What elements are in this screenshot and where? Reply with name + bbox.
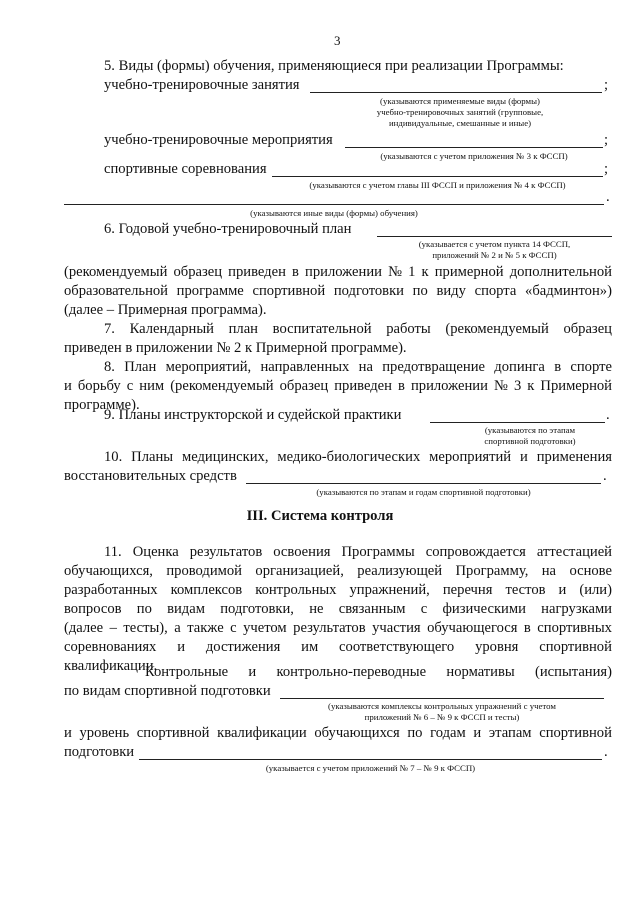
competitions-label: спортивные соревнования	[104, 161, 267, 177]
period: .	[606, 189, 610, 205]
qualification-blank	[139, 759, 602, 760]
training-sessions-label: учебно-тренировочные занятия	[104, 77, 300, 93]
qualification-note: (указывается с учетом приложений № 7 – № 9 к ФССП)	[265, 763, 476, 773]
practice-plans-note: (указываются по этапам	[484, 425, 576, 435]
item-11-line: 11. Оценка результатов освоения Программы сопровождается аттестацией	[104, 544, 612, 560]
practice-plans-blank	[430, 422, 605, 423]
semicolon: ;	[604, 161, 609, 177]
control-standards-label: по видам спортивной подготовки	[64, 683, 271, 699]
item-11-line: и уровень спортивной квалификации обучающихся по годам и этапам спортивной	[64, 725, 612, 741]
medical-plans-note: (указываются по этапам и годам спортивной подготовки)	[316, 487, 531, 497]
item-11-line: квалификации.	[64, 658, 158, 674]
section-title: III. Система контроля	[246, 508, 394, 524]
item-5-heading: 5. Виды (формы) обучения, применяющиеся при реализации Программы:	[104, 58, 564, 74]
annual-plan-note: (указывается с учетом пункта 14 ФССП,	[418, 239, 571, 249]
item-7-line: приведен в приложении № 2 к Примерной программе).	[64, 340, 407, 356]
page-number: 3	[334, 33, 341, 48]
item-8-line: и борьбу с ним (рекомендуемый образец приведен в приложении № 3 к Примерной	[64, 378, 612, 394]
competitions-note: (указываются с учетом главы III ФССП и приложения № 4 к ФССП)	[309, 180, 566, 190]
item-11-line: (далее – тесты), а также с учетом результатов участия обучающегося в спортивных	[64, 620, 612, 636]
training-events-note: (указываются с учетом приложения № 3 к ФССП)	[380, 151, 568, 161]
paragraph-line: (далее – Примерная программа).	[64, 302, 267, 318]
control-standards-note: приложений № 6 – № 9 к ФССП и тесты)	[364, 712, 520, 722]
item-7-line: 7. Календарный план воспитательной работы (рекомендуемый образец	[104, 321, 612, 337]
item-11-line: вопросов по видам подготовки, не связанным с физическими нагрузками	[64, 601, 612, 617]
control-standards-blank	[280, 698, 604, 699]
training-sessions-note: индивидуальные, смешанные и иные)	[388, 118, 532, 128]
paragraph-line: (рекомендуемый образец приведен в приложении № 1 к примерной дополнительной	[64, 264, 612, 280]
qualification-label: подготовки	[64, 744, 135, 760]
item-9-label: 9. Планы инструкторской и судейской практики	[104, 407, 402, 423]
training-events-label: учебно-тренировочные мероприятия	[104, 132, 333, 148]
competitions-blank	[272, 176, 603, 177]
item-11-line: соревнованиях и достижения им соответствующего уровня спортивной	[64, 639, 612, 655]
item-10-label: восстановительных средств	[64, 468, 237, 484]
training-events-blank	[345, 147, 603, 148]
item-8-line: программе).	[64, 397, 140, 413]
training-sessions-blank	[310, 92, 602, 93]
item-8-line: 8. План мероприятий, направленных на предотвращение допинга в спорте	[104, 359, 612, 375]
period: .	[606, 407, 610, 423]
medical-plans-blank	[246, 483, 601, 484]
item-10-line: 10. Планы медицинских, медико-биологических мероприятий и применения	[104, 449, 612, 465]
other-forms-note: (указываются иные виды (формы) обучения)	[250, 208, 418, 218]
training-sessions-note: (указываются применяемые виды (формы)	[380, 96, 540, 106]
control-standards-note: (указываются комплексы контрольных упражнений с учетом	[328, 701, 556, 711]
item-11-line: разработанных комплексов контрольных упражнений, перечня тестов и (или)	[64, 582, 612, 598]
training-sessions-note: учебно-тренировочных занятий (групповые,	[376, 107, 544, 117]
semicolon: ;	[604, 77, 609, 93]
paragraph-line: образовательной программе спортивной подготовки по виду спорта «бадминтон»)	[64, 283, 612, 299]
annual-plan-note: приложений № 2 и № 5 к ФССП)	[432, 250, 557, 260]
item-11-line: обучающихся, проводимой организацией, реализующей Программу, на основе	[64, 563, 612, 579]
item-6-label: 6. Годовой учебно-тренировочный план	[104, 221, 352, 237]
period: .	[603, 468, 607, 484]
practice-plans-note: спортивной подготовки)	[484, 436, 576, 446]
item-11-line: Контрольные и контрольно-переводные нормативы (испытания)	[145, 664, 612, 680]
annual-plan-blank	[377, 236, 612, 237]
period: .	[604, 744, 608, 760]
other-forms-blank	[64, 204, 604, 205]
semicolon: ;	[604, 132, 609, 148]
